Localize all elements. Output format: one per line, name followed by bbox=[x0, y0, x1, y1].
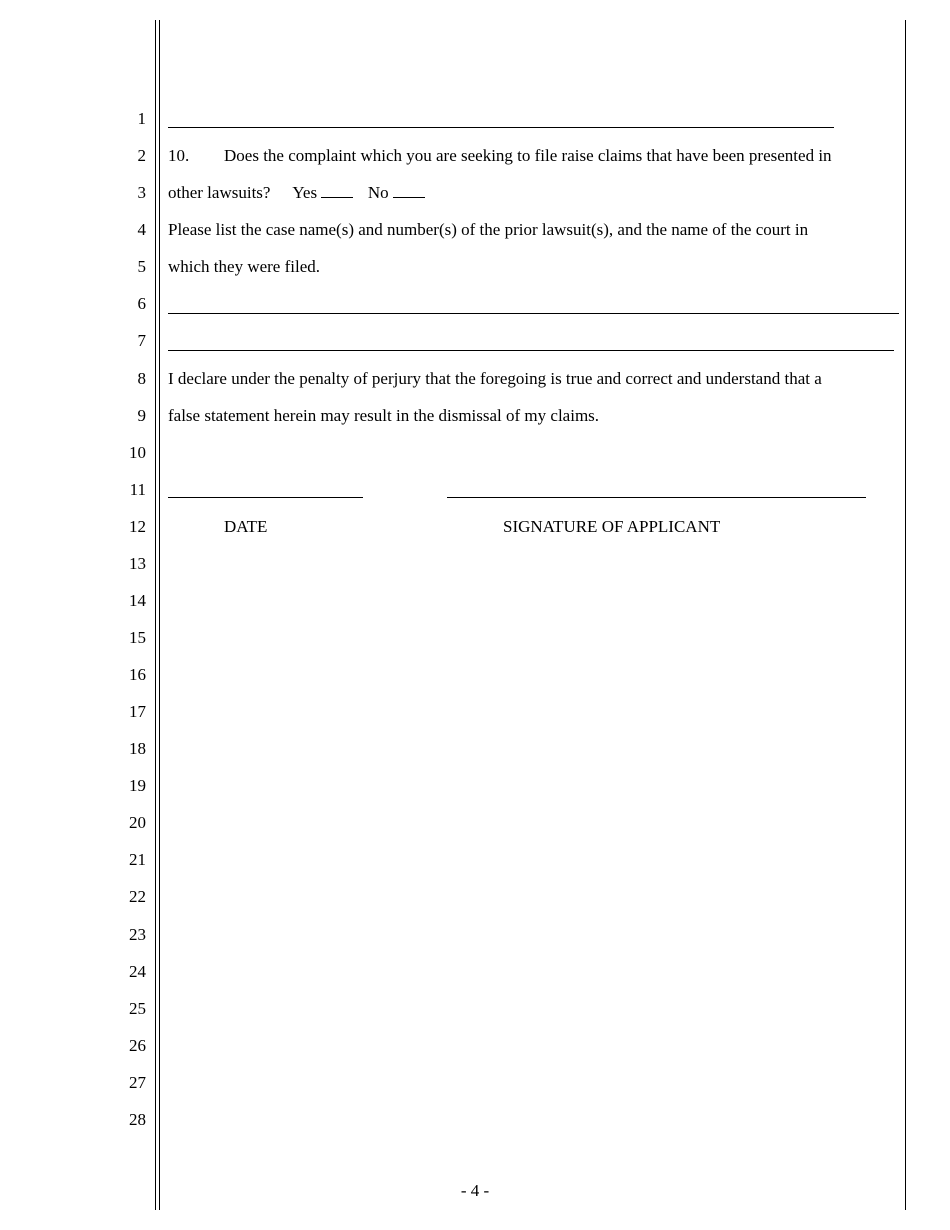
instruction-line1: Please list the case name(s) and number(s) of the prior lawsuit(s), and the name of the court in bbox=[168, 220, 809, 239]
line-number: 27 bbox=[129, 1073, 146, 1092]
line-number: 10 bbox=[129, 443, 146, 462]
line-number: 22 bbox=[129, 887, 146, 906]
line-number: 26 bbox=[129, 1036, 146, 1055]
line-number: 9 bbox=[137, 406, 146, 425]
line-number: 28 bbox=[129, 1110, 146, 1129]
prior-lawsuits-answer-line-1[interactable] bbox=[168, 313, 899, 314]
line-number: 20 bbox=[129, 813, 146, 832]
line-number: 7 bbox=[137, 331, 146, 350]
page-number: - 4 - bbox=[460, 1181, 490, 1200]
question-text-line1: Does the complaint which you are seeking to file raise claims that have been presented in bbox=[224, 146, 832, 165]
question-text-line2-text: other lawsuits? bbox=[168, 183, 271, 202]
no-label: No bbox=[367, 183, 389, 202]
line-number: 4 bbox=[137, 220, 146, 239]
line-number: 24 bbox=[129, 962, 146, 981]
signature-label: SIGNATURE OF APPLICANT bbox=[503, 517, 721, 536]
line-number: 6 bbox=[137, 294, 146, 313]
line-number: 25 bbox=[129, 999, 146, 1018]
declaration-line1: I declare under the penalty of perjury that the foregoing is true and correct and understand that a bbox=[168, 369, 822, 388]
line-number: 2 bbox=[137, 146, 146, 165]
line-number: 23 bbox=[129, 925, 146, 944]
line-number: 18 bbox=[129, 739, 146, 758]
left-margin-rule-inner bbox=[159, 20, 160, 1210]
signature-line[interactable] bbox=[447, 497, 866, 498]
line-number: 17 bbox=[129, 702, 146, 721]
line-number: 5 bbox=[137, 257, 146, 276]
prior-lawsuits-answer-line-2[interactable] bbox=[168, 350, 894, 351]
question-number: 10. bbox=[168, 146, 190, 165]
line-number: 3 bbox=[137, 183, 146, 202]
date-label: DATE bbox=[224, 517, 268, 536]
line-number: 13 bbox=[129, 554, 146, 573]
line-number: 19 bbox=[129, 776, 146, 795]
line-number: 8 bbox=[137, 369, 146, 388]
yes-label: Yes bbox=[292, 183, 318, 202]
declaration-line2: false statement herein may result in the dismissal of my claims. bbox=[168, 406, 600, 425]
answer-line-continuation[interactable] bbox=[168, 127, 834, 128]
line-number: 15 bbox=[129, 628, 146, 647]
line-number: 11 bbox=[129, 480, 146, 499]
right-margin-rule bbox=[905, 20, 906, 1210]
line-number: 21 bbox=[129, 850, 146, 869]
line-number: 1 bbox=[137, 109, 146, 128]
instruction-line2: which they were filed. bbox=[168, 257, 320, 276]
question-text-line2 bbox=[168, 183, 425, 203]
line-number: 12 bbox=[129, 517, 146, 536]
line-number: 16 bbox=[129, 665, 146, 684]
no-blank[interactable] bbox=[393, 183, 425, 198]
yes-blank[interactable] bbox=[321, 183, 353, 198]
date-line[interactable] bbox=[168, 497, 363, 498]
line-number: 14 bbox=[129, 591, 146, 610]
left-margin-rule-outer bbox=[155, 20, 156, 1210]
